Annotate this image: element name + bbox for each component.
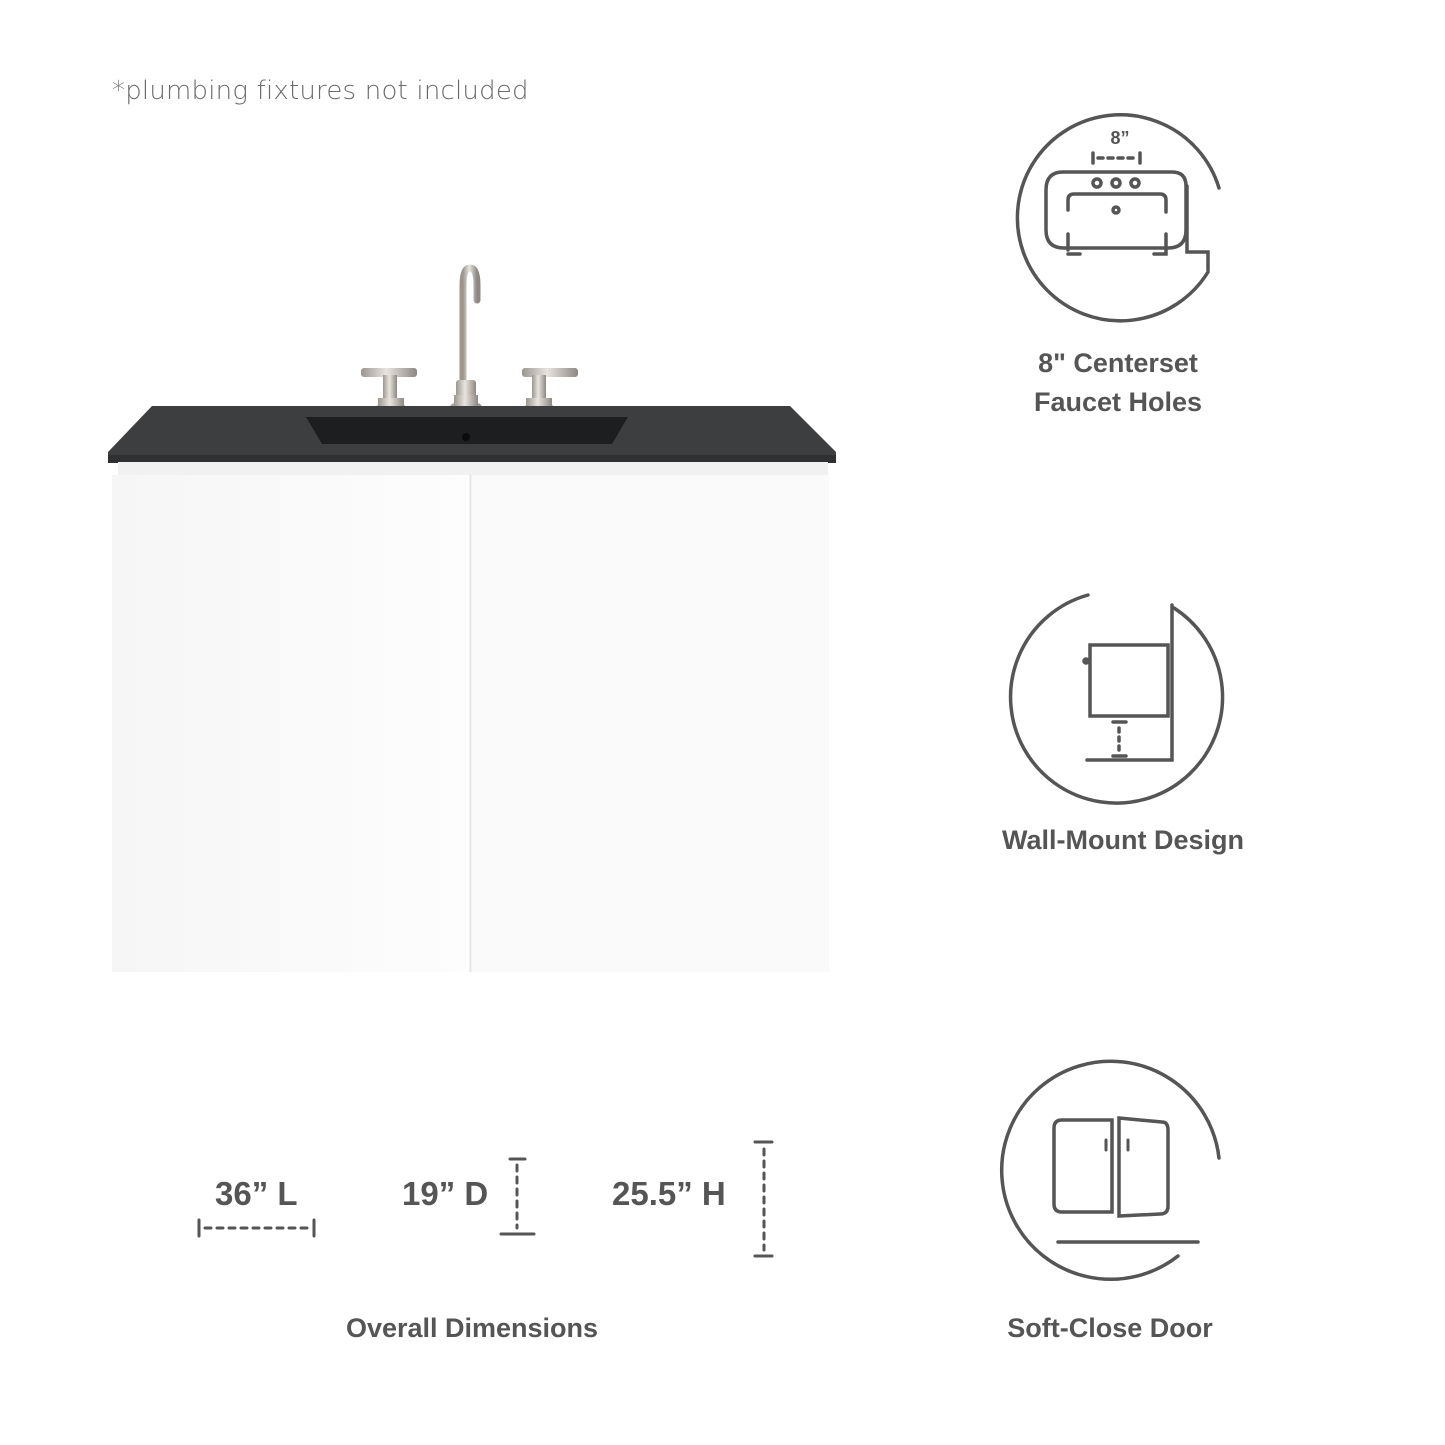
feature-label-soft-close: Soft-Close Door [1007, 1313, 1213, 1343]
dimension-length: 36” L [215, 1175, 298, 1212]
dimensions-caption: Overall Dimensions [345, 1313, 599, 1343]
dimension-depth: 19” D [402, 1175, 489, 1212]
feature-label-wall-mount: Wall-Mount Design [1002, 825, 1244, 855]
faucet-holes-dimension-label: 8” [1110, 128, 1130, 148]
dimension-height: 25.5” H [612, 1175, 726, 1212]
feature-label-line: 8" Centerset [1038, 348, 1198, 378]
disclaimer-note: *plumbing fixtures not included [112, 76, 529, 106]
feature-label-line: Faucet Holes [1033, 387, 1203, 417]
